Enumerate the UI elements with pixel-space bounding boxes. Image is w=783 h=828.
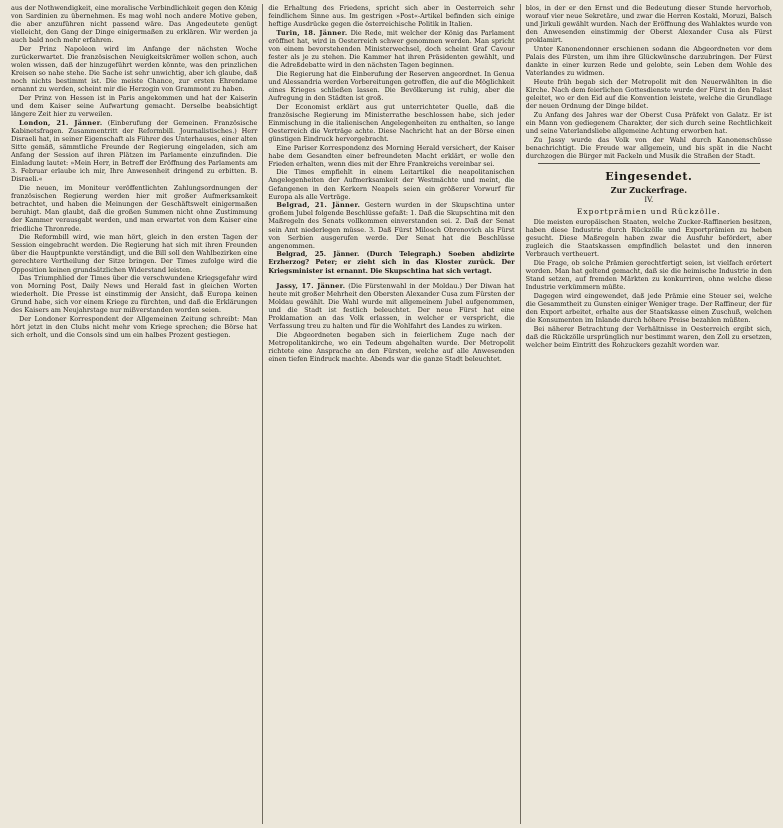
paragraph: Die meisten europäischen Staaten, welche Zucker-Raffinerien besitzen, haben diese Industrie durch Rückzölle und Exportprämien zu heben gesucht. Diese Maßregeln haben zwar die Ausfuhr befördert, aber zugleich die Staatskassen empfindlich belastet und den inneren Verbrauch vertheuert.	[525, 217, 772, 259]
paragraph: Der Economist erklärt aus gut unterrichteter Quelle, daß die französische Regierung im Ministerrathe beschlossen habe, sich jeder Einmischung in die italienischen Angelegenheiten zu enthalten, so lange Oesterreich die Verträge achte. Diese Nachricht hat an der Börse einen günstigen Eindruck hervorgebracht.	[268, 102, 515, 143]
dateline-turin: Turin, 18. Jänner.	[276, 28, 348, 37]
paragraph: die Erhaltung des Friedens, spricht sich aber in Oesterreich sehr feindlichem Sinne aus. Im gestrigen »Post«-Artikel befinden sich einige heftige Ausdrücke gegen die österreichische Politik in Italien.	[268, 4, 515, 29]
paragraph: Eine Pariser Korrespondenz des Morning Herald versichert, der Kaiser habe dem Gesandten einer befreundeten Macht erklärt, er wolle den Frieden erhalten, wenn dies mit der Ehre Frankreichs vereinbar sei.	[268, 143, 515, 168]
paragraph: Heute früh begab sich der Metropolit mit den Neuerwählten in die Kirche. Nach dem feierlichen Gottesdienste wurde der Fürst in den Palast geleitet, wo er den Eid auf die Konvention leistete, welche die Grundlage der neuen Ordnung der Dinge bildet.	[525, 77, 772, 111]
column-right	[520, 4, 777, 824]
paragraph: Die Times empfiehlt in einem Leitartikel die neapolitanischen Angelegenheiten der Aufmerksamkeit der Westmächte und meint, die Gefangenen in den Kerkern Neapels seien ein größerer Vorwurf für Europa als alle Verträge.	[268, 168, 515, 201]
divider	[318, 278, 464, 279]
paragraph: Die Frage, ob solche Prämien gerechtfertigt seien, ist vielfach erörtert worden. Man hat geltend gemacht, daß sie die heimische Industrie in den Stand setzen, auf fremden Märkten zu konkurriren, ohne welche diese Industrie verkümmern müßte.	[525, 258, 772, 292]
paragraph: Der Prinz von Hessen ist in Paris angekommen und hat der Kaiserin und dem Kaiser seine Aufwartung gemacht. Derselbe beabsichtigt längere Zeit hier zu verweilen.	[11, 94, 258, 119]
paragraph: Dagegen wird eingewendet, daß jede Prämie eine Steuer sei, welche die Gesammtheit zu Gunsten einiger Weniger trage. Der Raffineur, der für den Export arbeitet, erhalte aus der Staatskasse einen Zuschuß, welchen die Konsumenten im Inlande durch höhere Preise bezahlen müßten.	[525, 291, 772, 324]
section-heading: Eingesendet.	[605, 169, 693, 183]
paragraph: Die neuen, im Moniteur veröffentlichten Zahlungsordnungen der französischen Regierung werden hier mit großer Aufmerksamkeit betrachtet, und haben die Meinungen der Geschäftswelt einigermaßen beruhigt. Man glaubt, daß die großen Summen nicht ohne Zustimmung der Kammer verausgabt werden, und man erwartet von dem Kaiser eine friedliche Thronrede.	[11, 184, 258, 233]
paragraph: Zu Jassy wurde das Volk von der Wahl durch Kanonenschüsse benachrichtigt. Die Freude war allgemein, und bis spät in die Nacht durchzogen die Bürger mit Fackeln und Musik die Straßen der Stadt.	[525, 135, 772, 160]
section-number: IV.	[644, 195, 654, 204]
paragraph: Unter Kanonendonner erschienen sodann die Abgeordneten vor dem Palais des Fürsten, um ihm ihre Glückwünsche darzubringen. Der Fürst dankte in einer kurzen Rede und gelobte, sein Leben dem Wohle des Vaterlandes zu widmen.	[525, 44, 772, 78]
divider	[538, 163, 760, 164]
paragraph: Zu Anfang des Jahres war der Oberst Cusa Präfekt von Galatz. Er ist ein Mann von gediegenem Charakter, der sich durch seine Rechtlichkeit und seine Vaterlandsliebe allgemeine Achtung erworben hat.	[525, 110, 772, 135]
paragraph: Bei näherer Betrachtung der Verhältnisse in Oesterreich ergibt sich, daß die Rückzölle ursprünglich nur bestimmt waren, den Zoll zu ersetzen, welcher beim Eintritt des Rohzuckers gezahlt worden war.	[525, 324, 772, 349]
telegram-paragraph: Belgrad, 25. Jänner. (Durch Telegraph.) Soeben abdizirte Erzherzog? Peter; er zieht sich in das Kloster zurück. Der Kriegsminister ist ernannt. Die Skupschtina hat sich vertagt.	[268, 250, 515, 275]
paragraph: Das Triumphlied der Times über die verschwundene Kriegsgefahr wird von Morning Post, Daily News und Herald fast in gleichen Worten wiederholt. Die Presse ist einstimmig der Ansicht, daß Europa keinen Grund habe, sich vor einem Kriege zu fürchten, und daß die Erklärungen des Kaisers am Neujahrstage nur mißverstanden worden seien.	[11, 274, 258, 315]
paragraph: Die Regierung hat die Einberufung der Reserven angeordnet. In Genua und Alessandria werden Vorbereitungen getroffen, die auf die Möglichkeit eines Krieges schließen lassen. Die Bevölkerung ist ruhig, aber die Aufregung in den Städten ist groß.	[268, 69, 515, 103]
dateline-jassy: Jassy, 17. Jänner.	[276, 281, 346, 290]
paragraph: (Einberufung der Gemeinen. Französische Kabinetsfragen. Zusammentritt der Reformbill. Journalistisches.) Herr Disraeli hat, in seiner Eigenschaft als Führer des Unterhauses, einer alten Sitte gemäß, sämmtliche Freunde der Regierung eingeladen, sich am Anfang der Session auf ihren Plätzen im Parlamente einzufinden. Die Einladung lautet: »Mein Herr, in Betreff der Eröffnung des Parlaments am 3. Februar erlaube ich mir, Ihre Anwesenheit dringend zu erbitten. B. Disraeli.«	[11, 118, 258, 184]
dateline-london: London, 21. Jänner.	[19, 118, 103, 127]
dateline-belgrad: Belgrad, 21. Jänner.	[276, 201, 361, 210]
paragraph: blos, in der er den Ernst und die Bedeutung dieser Stunde hervorhob, worauf vier neue Sekretäre, und zwar die Herren Kostaki, Moruzi, Balsch und Jirkuli gewählt wurden. Nach der Eröffnung des Wahlaktes wurde von den Anwesenden einstimmig der Oberst Alexander Cusa als Fürst proklamirt.	[525, 4, 772, 45]
paragraph: Der Prinz Napoleon wird im Anfange der nächsten Woche zurückerwartet. Die französischen Neuigkeitskrämer wollen schon, auch wolen wissen, daß der hinzugeführt werden könnte, was den prinzlichen Kreisen so nahe stehe. Die Sache ist sehr unwichtig, aber ich glaube, daß noch nichts bestimmt ist. Die meiste Chance, zur ersten Ehrendame ernannt zu werden, scheint mir die Herzogin von Grammont zu haben.	[11, 44, 258, 94]
paragraph: Die Reformbill wird, wie man hört, gleich in den ersten Tagen der Session eingebracht werden. Die Regierung hat sich mit ihren Freunden über die Hauptpunkte verständigt, und die Bill soll den Wahlbezirken eine gerechtere Vertheilung der Sitze bringen. Der Times zufolge wird die Opposition keinen grundsätzlichen Widerstand leisten.	[11, 233, 258, 274]
column-left	[6, 4, 262, 824]
column-middle	[262, 4, 519, 824]
paragraph: Gestern wurden in der Skupschtina unter großem Jubel folgende Beschlüsse gefaßt: 1. Daß die Skupschtina mit den Maßregeln des Senats vollkommen einverstanden sei. 2. Daß der Senat sein Amt niederlegen müsse. 3. Daß Fürst Milosch Obrenovich als Fürst von Serbien ausgerufen werde. Der Senat hat die Beschlüsse angenommen.	[268, 201, 515, 250]
paragraph: Der Londoner Korrespondent der Allgemeinen Zeitung schreibt: Man hört jetzt in den Clubs nicht mehr vom Kriege sprechen; die Börse hat sich erholt, und die Consols sind um ein halbes Prozent gestiegen.	[11, 315, 258, 340]
section-subheading: Zur Zuckerfrage.	[610, 184, 687, 195]
article-title: Exportprämien und Rückzölle.	[576, 206, 721, 216]
paragraph: aus der Nothwendigkeit, eine moralische Verbindlichkeit gegen den König von Sardinien zu übernehmen. Es mag wohl noch andere Motive geben, die aber anzuführen nicht passend wäre. Das Angedeutete genügt vielleicht, den Gang der Dinge einigermaßen zu erklären. Wir werden ja auch bald noch mehr erfahren.	[11, 4, 258, 45]
paragraph: Die Abgeordneten begaben sich in feierlichem Zuge nach der Metropolitankirche, wo ein Tedeum abgehalten wurde. Der Metropolit richtete eine Ansprache an den Fürsten, welche auf alle Anwesenden einen tiefen Eindruck machte. Abends war die ganze Stadt beleuchtet.	[268, 330, 515, 363]
paragraph: Die Rede, mit welcher der König das Parlament eröffnet hat, wird in Oesterreich schwer genommen werden. Man spricht von einem bevorstehenden Ministerwechsel, doch scheint Graf Cavour fester als je zu stehen. Die Kammer hat ihren Präsidenten gewählt, und die Adreßdebatte wird in den nächsten Tagen beginnen.	[268, 28, 515, 70]
paragraph: (Die Fürstenwahl in der Moldau.) Der Diwan hat heute mit großer Mehrheit den Obersten Alexander Cusa zum Fürsten der Moldau gewählt. Die Wahl wurde mit allgemeinem Jubel aufgenommen, und die Stadt ist festlich beleuchtet. Der neue Fürst hat eine Proklamation an das Volk erlassen, in welcher er verspricht, die Verfassung treu zu halten und für die Wohlfahrt des Landes zu wirken.	[268, 281, 515, 331]
